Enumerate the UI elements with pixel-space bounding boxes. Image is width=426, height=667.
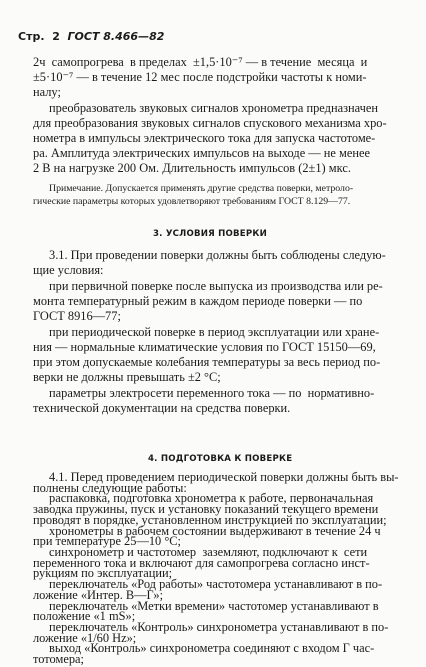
text-line: 2ч самопрогрева в пределах ±1,5·10⁻⁷ — в течение месяца и xyxy=(33,55,368,69)
text-line: переключатель «Род работы» частотомера устанавливают в по- xyxy=(49,577,383,592)
text-line: преобразователь звуковых сигналов хронометра предназначен xyxy=(49,101,378,115)
text-line: монта температурный режим в каждом периоде поверки — по xyxy=(33,294,363,308)
text-line: ложение «Интер. В—Г»; xyxy=(33,587,164,602)
page-header xyxy=(18,30,164,43)
note-line: гические параметры которых удовлетворяют требованиям ГОСТ 8.129—77. xyxy=(33,196,351,207)
text-line: положение «1 mS»; xyxy=(33,609,136,624)
text-line: 4.1. Перед проведением периодической поверки должны быть вы- xyxy=(49,470,399,484)
text-line: тотомера; xyxy=(33,652,84,666)
text-line: ния — нормальные климатические условия по ГОСТ 15150—69, xyxy=(33,340,376,354)
section-heading: 4. ПОДГОТОВКА К ПОВЕРКЕ xyxy=(148,454,293,464)
text-line: при температуре 25—10 °С; xyxy=(33,534,181,549)
text-line: налу; xyxy=(33,85,61,99)
text-line: ±5·10⁻⁷ — в течение 12 мес после подстройки частоты к номи- xyxy=(33,70,367,84)
standard-code: ГОСТ 8.466—82 xyxy=(67,30,165,43)
text-line: переменного тока и включают для самопрогрева согласно инст- xyxy=(33,555,370,570)
text-line: выход «Контроль» синхронометра соединяют с входом Г час- xyxy=(49,641,375,656)
text-line: переключатель «Контроль» синхронометра устанавливают в по- xyxy=(49,619,389,634)
page-number: 2 xyxy=(52,30,60,43)
text-line: 2 В на нагрузке 200 Ом. Длительность импульсов (2±1) мкс. xyxy=(33,161,351,175)
text-line: технической документации на средства поверки. xyxy=(33,401,291,415)
page-label: Стр. xyxy=(18,30,45,43)
text-line: полнены следующие работы: xyxy=(33,480,187,495)
section-heading: 3. УСЛОВИЯ ПОВЕРКИ xyxy=(153,229,267,239)
text-line: проводят в порядке, установленном инструкцией по эксплуатации; xyxy=(33,512,387,527)
note-line: Примечание. Допускается применять другие средства поверки, метроло- xyxy=(49,183,354,194)
text-line: рукциям по эксплуатации; xyxy=(33,566,173,581)
text-line: ра. Амплитуда электрических импульсов на выходе — не менее xyxy=(33,146,370,160)
text-line: при этом допускаемые колебания температуры за весь период по- xyxy=(33,355,381,369)
text-line: заводка пружины, пуск и установку показаний текущего времени xyxy=(33,502,379,517)
text-line: ГОСТ 8916—77; xyxy=(33,309,121,323)
text-line: 3.1. При проведении поверки должны быть соблюдены следую- xyxy=(49,248,386,262)
text-line: ложение «1/60 Hz»; xyxy=(33,630,137,645)
text-line: переключатель «Метки времени» частотомер устанавливают в xyxy=(49,598,379,613)
text-line: при первичной поверке после выпуска из производства или ре- xyxy=(49,279,383,293)
text-line: щие условия: xyxy=(33,263,104,277)
text-line: для преобразования звуковых сигналов спускового механизма хро- xyxy=(33,116,387,130)
text-line: распаковка, подготовка хронометра к работе, первоначальная xyxy=(49,491,374,506)
text-line: при периодической поверке в период эксплуатации или хране- xyxy=(49,325,380,339)
text-line: нометра в импульсы электрического тока для запуска частотоме- xyxy=(33,131,376,145)
text-line: хронометры в рабочем состоянии выдерживают в течение 24 ч xyxy=(49,523,381,538)
text-line: верки не должны превышать ±2 °С; xyxy=(33,370,221,384)
text-line: параметры электросети переменного тока — по нормативно- xyxy=(49,386,375,400)
text-line: синхронометр и частотомер заземляют, подключают к сети xyxy=(49,544,368,559)
